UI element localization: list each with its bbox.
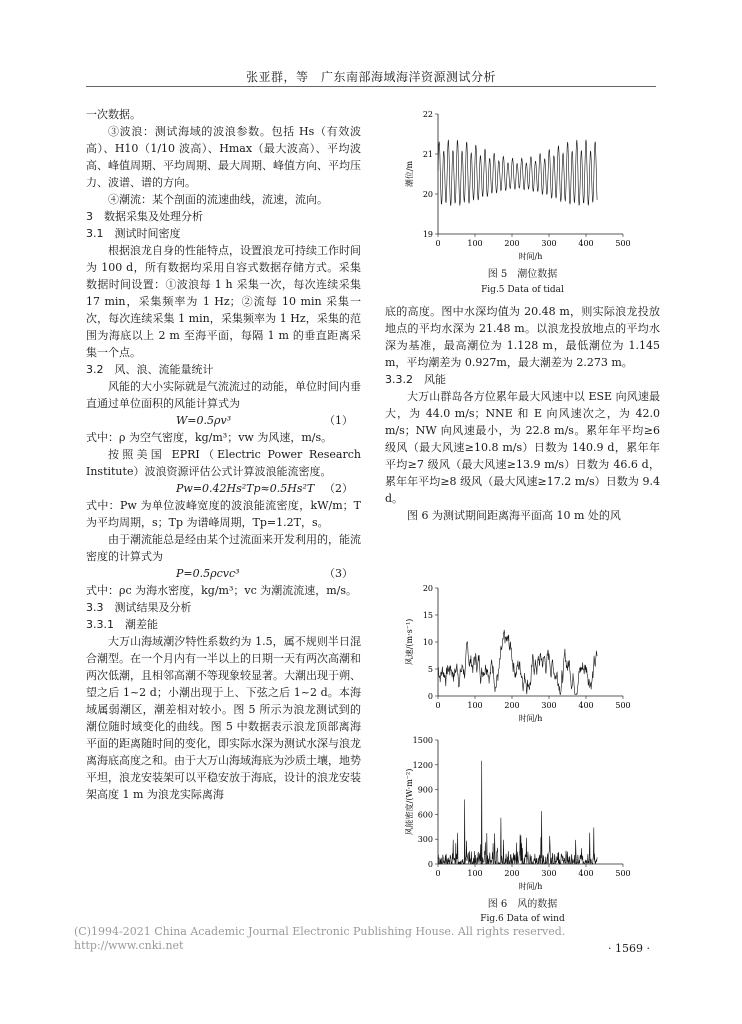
paragraph: 式中：ρ 为空气密度，kg/m³；vw 为风速，m/s。 [86, 431, 333, 444]
section-heading: 3.2 风、浪、流能量统计 [86, 363, 214, 376]
paragraph: 根据浪龙自身的性能特点，设置浪龙可持续工作时间为 100 d，所有数据均采用自容式数据存储方式。采集数据时间设置：①波浪每 1 h 采集一次，每次连续采集 17 min，采集频率为 1 Hz；②流每 10 min 采集一次，每次连续采集 1 min，采集频率为 1 Hz，采集的范围为海底以上 2 m 至海平面，每隔 1 m 的垂直距离采集一个点。 [86, 244, 361, 359]
section-heading: 3.1 测试时间密度 [86, 227, 181, 240]
y-tick-label: 1500 [412, 736, 433, 745]
paragraph: 式中：Pw 为单位波峰宽度的波浪能流密度，kW/m；T 为平均周期，s；Tp 为谱峰周期，Tp=1.2T，s。 [86, 499, 361, 529]
x-tick-label: 300 [541, 869, 557, 878]
equation-number: （3） [324, 567, 353, 580]
x-tick-label: 500 [615, 239, 631, 248]
x-tick-label: 400 [578, 869, 594, 878]
x-axis-label: 时间/h [518, 714, 543, 723]
section-heading: 3.3 测试结果及分析 [86, 601, 192, 614]
y-tick-label: 300 [417, 835, 433, 845]
y-tick-label: 1200 [412, 760, 433, 770]
fig6-caption: 图 6 风的数据 [487, 899, 558, 910]
paragraph: 大万山海域潮汐特性系数约为 1.5，属不规则半日混合潮型。在一个月内有一半以上的日期一天有两次高潮和两次低潮，且相邻高潮不等现象较显著。大潮出现于朔、望之后 1~2 d；小潮出现于上、下弦之后 1~2 d。本海域属弱潮区，潮差相对较小。图 5 所示为浪龙测试到的潮位随时域变化的曲线。图 5 中数据表示浪龙顶部离海平面的距离随时间的变化，即实际水深为测试水深与浪龙离海底高度之和。由于大万山海域海底为沙质土壤，地势平坦，浪龙安装架可以平稳安放于海底，设计的浪龙安装架高度 1 m 为浪龙实际离海 [86, 635, 361, 801]
x-tick-label: 200 [504, 701, 520, 710]
equation [86, 480, 361, 497]
y-tick-label: 5 [427, 665, 433, 674]
fig5-caption: 图 5 潮位数据 [487, 269, 558, 280]
x-tick-label: 0 [435, 239, 441, 248]
y-axis-label: 潮位/m [405, 160, 414, 188]
running-header: 张亚群，等 广东南部海域海洋资源测试分析 [245, 70, 496, 84]
y-tick-label: 900 [417, 785, 433, 795]
x-tick-label: 200 [504, 869, 520, 878]
equation [86, 565, 361, 582]
fig6-caption-en: Fig.6 Data of wind [480, 914, 565, 924]
x-tick-label: 0 [435, 869, 441, 878]
x-tick-label: 500 [615, 701, 631, 710]
x-tick-label: 0 [435, 701, 441, 710]
y-tick-label: 21 [422, 150, 433, 159]
x-tick-label: 300 [541, 239, 557, 248]
x-tick-label: 400 [578, 701, 594, 710]
left-column [86, 106, 361, 803]
y-tick-label: 600 [417, 810, 433, 820]
page-number: · 1569 · [608, 942, 650, 955]
equation [86, 412, 361, 429]
section-heading: 3.3.2 风能 [385, 373, 446, 386]
y-tick-label: 15 [422, 611, 433, 620]
section-heading: 3.3.1 潮差能 [86, 618, 158, 631]
y-axis-label: 风速/(m·s⁻¹) [405, 618, 414, 666]
y-tick-label: 0 [427, 860, 433, 869]
paragraph: 式中：ρc 为海水密度，kg/m³；vc 为潮流流速，m/s。 [86, 584, 358, 597]
equation-number: （1） [324, 414, 353, 427]
paragraph: 风能的大小实际就是气流流过的动能，单位时间内垂直通过单位面积的风能计算式为 [86, 380, 361, 410]
copyright-footer: (C)1994-2021 China Academic Journal Electronic Publishing House. All rights reserved. http://www.cnki.net [74, 925, 577, 952]
x-tick-label: 300 [541, 701, 557, 710]
paragraph: 图 6 为测试期间距离海平面高 10 m 处的风 [407, 509, 621, 522]
x-tick-label: 200 [504, 239, 520, 248]
header-rule [86, 86, 656, 87]
x-tick-label: 500 [615, 869, 631, 878]
paragraph: 一次数据。 [86, 108, 141, 121]
x-tick-label: 400 [578, 239, 594, 248]
equation-body: P=0.5ρcvc³ [176, 567, 240, 580]
equation-number: （2） [324, 482, 353, 495]
section-heading: 3 数据采集及处理分析 [86, 210, 203, 223]
y-tick-label: 10 [422, 638, 433, 647]
x-tick-label: 100 [467, 701, 483, 710]
paragraph: 底的高度。图中水深均值为 20.48 m，则实际浪龙投放地点的平均水深为 21.48 m。以浪龙投放地点的平均水深为基准，最高潮位为 1.128 m，最低潮位为 1.145 m，平均潮差为 0.927m，最大潮差为 2.273 m。 [385, 305, 660, 369]
paragraph: 大万山群岛各方位累年最大风速中以 ESE 向风速最大，为 44.0 m/s；NNE 和 E 向风速次之，为 42.0 m/s；NW 向风速最小，为 22.8 m/s。累年年平均≥6 级风（最大风速≥10.8 m/s）日数为 140.9 d，累年年平均≥7 级风（最大风速≥13.9 m/s）日数为 46.6 d，累年年平均≥8 级风（最大风速≥17.2 m/s）日数为 9.4 d。 [385, 390, 660, 505]
x-axis-label: 时间/h [518, 882, 543, 891]
equation-body: Pw=0.42Hs²Tp≈0.5Hs²T [176, 482, 315, 495]
fig6-wind-speed-chart [390, 582, 650, 724]
wind-energy-line [438, 761, 597, 864]
x-tick-label: 100 [467, 239, 483, 248]
fig6-wind-energy-chart [390, 734, 650, 894]
y-tick-label: 20 [422, 190, 433, 199]
tidal-line [438, 140, 597, 206]
x-tick-label: 100 [467, 869, 483, 878]
y-axis-label: 风能密度/(W·m⁻²) [405, 768, 414, 836]
y-tick-label: 20 [422, 584, 433, 593]
wind-speed-line [438, 630, 597, 695]
fig5-chart [390, 108, 650, 266]
right-column [385, 303, 660, 524]
paragraph: 由于潮流能总是经由某个过流面来开发利用的，能流密度的计算式为 [86, 533, 361, 563]
y-tick-label: 19 [422, 230, 433, 239]
y-tick-label: 0 [427, 692, 433, 701]
y-tick-label: 22 [422, 110, 433, 119]
paragraph: ④潮流：某个剖面的流速曲线，流速，流向。 [108, 193, 328, 206]
paragraph: ③波浪：测试海域的波浪参数。包括 Hs（有效波高）、H10（1/10 波高）、Hmax（最大波高）、平均波高、峰值周期、平均周期、最大周期、峰值方向、平均压力、波谱、谱的方向。 [86, 125, 361, 189]
x-axis-label: 时间/h [518, 252, 543, 261]
equation-body: W=0.5ρv³ [176, 414, 232, 427]
fig5-caption-en: Fig.5 Data of tidal [481, 285, 564, 295]
paragraph: 按照美国 EPRI（Electric Power Research Institute）波浪资源评估公式计算波浪能流密度。 [86, 448, 361, 478]
